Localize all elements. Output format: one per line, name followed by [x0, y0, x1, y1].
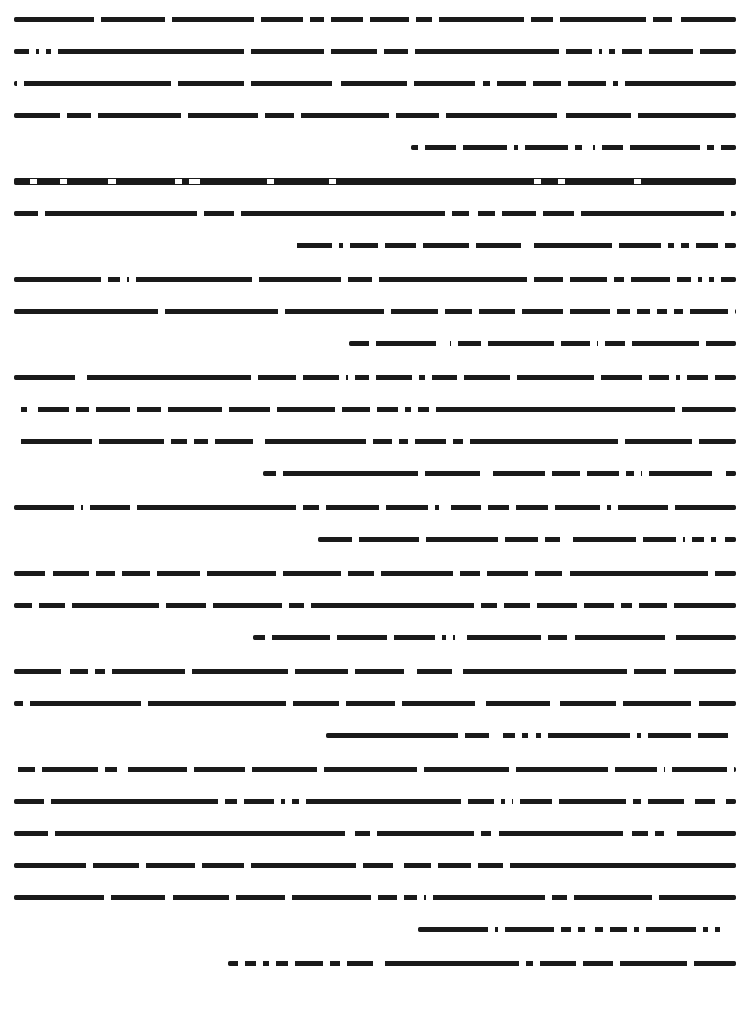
paragraph	[14, 366, 736, 486]
text-line	[14, 562, 736, 586]
text-line	[14, 758, 736, 782]
text-line	[14, 790, 736, 814]
text-line	[14, 268, 736, 292]
text-line	[14, 170, 736, 194]
text-line	[14, 952, 736, 976]
paragraph	[14, 562, 736, 650]
text-line	[14, 594, 736, 618]
paragraph	[14, 496, 736, 552]
text-line	[14, 854, 736, 878]
text-line	[14, 366, 736, 390]
text-line	[14, 886, 736, 910]
paragraph	[14, 170, 736, 258]
text-line	[14, 72, 736, 96]
text-line	[14, 528, 736, 552]
text-line	[14, 398, 736, 422]
text-line	[14, 40, 736, 64]
text-line	[14, 202, 736, 226]
text-line	[14, 136, 736, 160]
text-line	[14, 300, 736, 324]
text-line	[14, 234, 736, 258]
text-line	[14, 332, 736, 356]
paragraph	[14, 952, 736, 976]
paragraph	[14, 660, 736, 748]
text-line	[14, 462, 736, 486]
paragraph	[14, 268, 736, 356]
paragraph	[14, 8, 736, 160]
text-line	[14, 626, 736, 650]
text-line	[14, 104, 736, 128]
document-body	[14, 8, 736, 976]
text-line	[14, 918, 736, 942]
text-line	[14, 8, 736, 32]
text-line	[14, 660, 736, 684]
text-line	[14, 822, 736, 846]
text-line	[14, 692, 736, 716]
text-line	[14, 724, 736, 748]
text-line	[14, 430, 736, 454]
text-line	[14, 496, 736, 520]
paragraph	[14, 758, 736, 942]
